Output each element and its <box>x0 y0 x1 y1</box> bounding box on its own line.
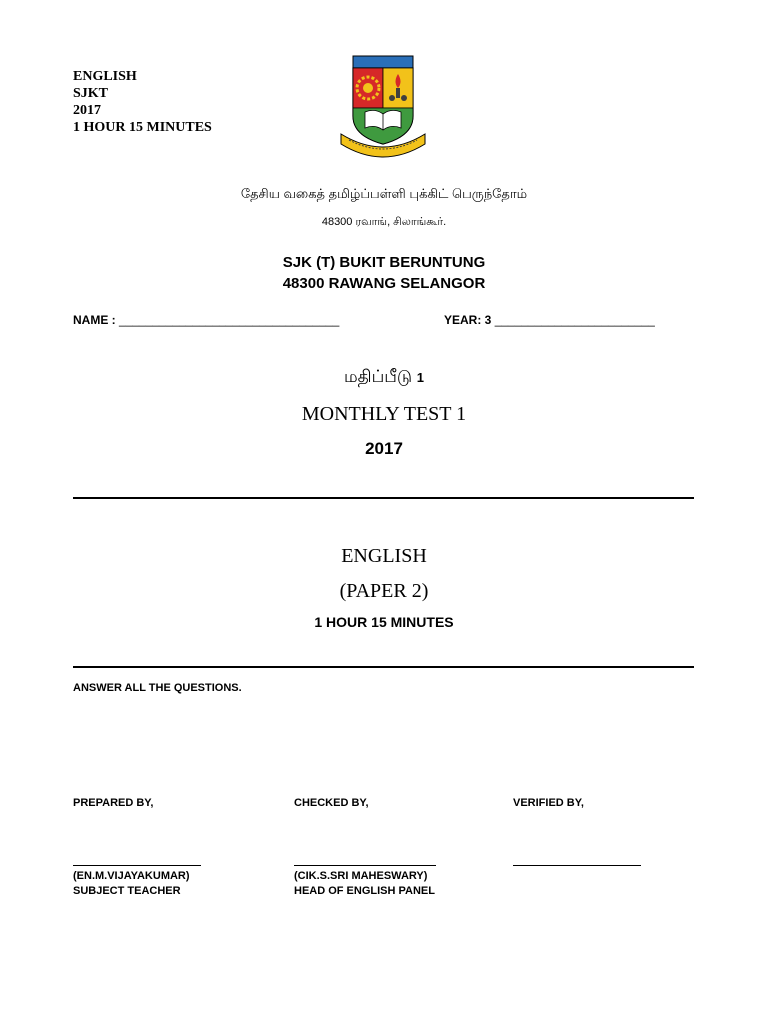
signature-role: SUBJECT TEACHER <box>73 885 181 897</box>
signature-checked <box>294 797 436 899</box>
paper-subject: ENGLISH <box>341 545 427 567</box>
signature-name: (EN.M.VIJAYAKUMAR) <box>73 870 190 882</box>
signature-label: PREPARED BY, <box>73 797 154 809</box>
divider-top <box>73 497 694 499</box>
school-name: SJK (T) BUKIT BERUNTUNG <box>282 254 486 271</box>
divider-bottom <box>73 666 694 668</box>
instruction: ANSWER ALL THE QUESTIONS. <box>73 682 242 694</box>
signature-line <box>513 847 641 866</box>
assessment-label <box>0 367 768 389</box>
year-label: YEAR: 3 <box>444 313 492 327</box>
paper-number: (PAPER 2) <box>339 580 429 602</box>
name-label: NAME : <box>73 313 116 327</box>
year-blank-line[interactable]: ________________________ <box>494 313 655 327</box>
signature-role: HEAD OF ENGLISH PANEL <box>294 885 435 897</box>
school-crest-icon <box>335 52 431 166</box>
year-field[interactable] <box>444 313 655 327</box>
test-year: 2017 <box>365 439 403 458</box>
header-duration: 1 HOUR 15 MINUTES <box>73 120 212 135</box>
header-subject: ENGLISH <box>73 69 137 84</box>
test-title: MONTHLY TEST 1 <box>301 403 467 425</box>
signature-verified <box>513 797 641 869</box>
signature-label: CHECKED BY, <box>294 797 369 809</box>
paper-header <box>73 68 212 136</box>
signature-name: (CIK.S.SRI MAHESWARY) <box>294 870 428 882</box>
signature-prepared <box>73 797 201 899</box>
paper-duration: 1 HOUR 15 MINUTES <box>314 614 454 630</box>
header-school-type: SJKT <box>73 86 109 101</box>
assessment-tamil-label: மதிப்பீடு <box>343 367 413 386</box>
header-year: 2017 <box>73 103 101 118</box>
signature-line <box>73 847 201 866</box>
school-address: 48300 RAWANG SELANGOR <box>282 275 486 292</box>
school-tamil-name: தேசிய வகைத் தமிழ்ப்பள்ளி புக்கிட் பெருந்தோம் <box>240 186 528 201</box>
signature-label: VERIFIED BY, <box>513 797 584 809</box>
school-tamil-address: 48300 ரவாங், சிலாங்கூர். <box>321 216 447 228</box>
name-blank-line[interactable]: _________________________________ <box>119 313 340 327</box>
name-field[interactable] <box>73 313 339 327</box>
signature-line <box>294 847 436 866</box>
assessment-number: 1 <box>416 370 425 385</box>
